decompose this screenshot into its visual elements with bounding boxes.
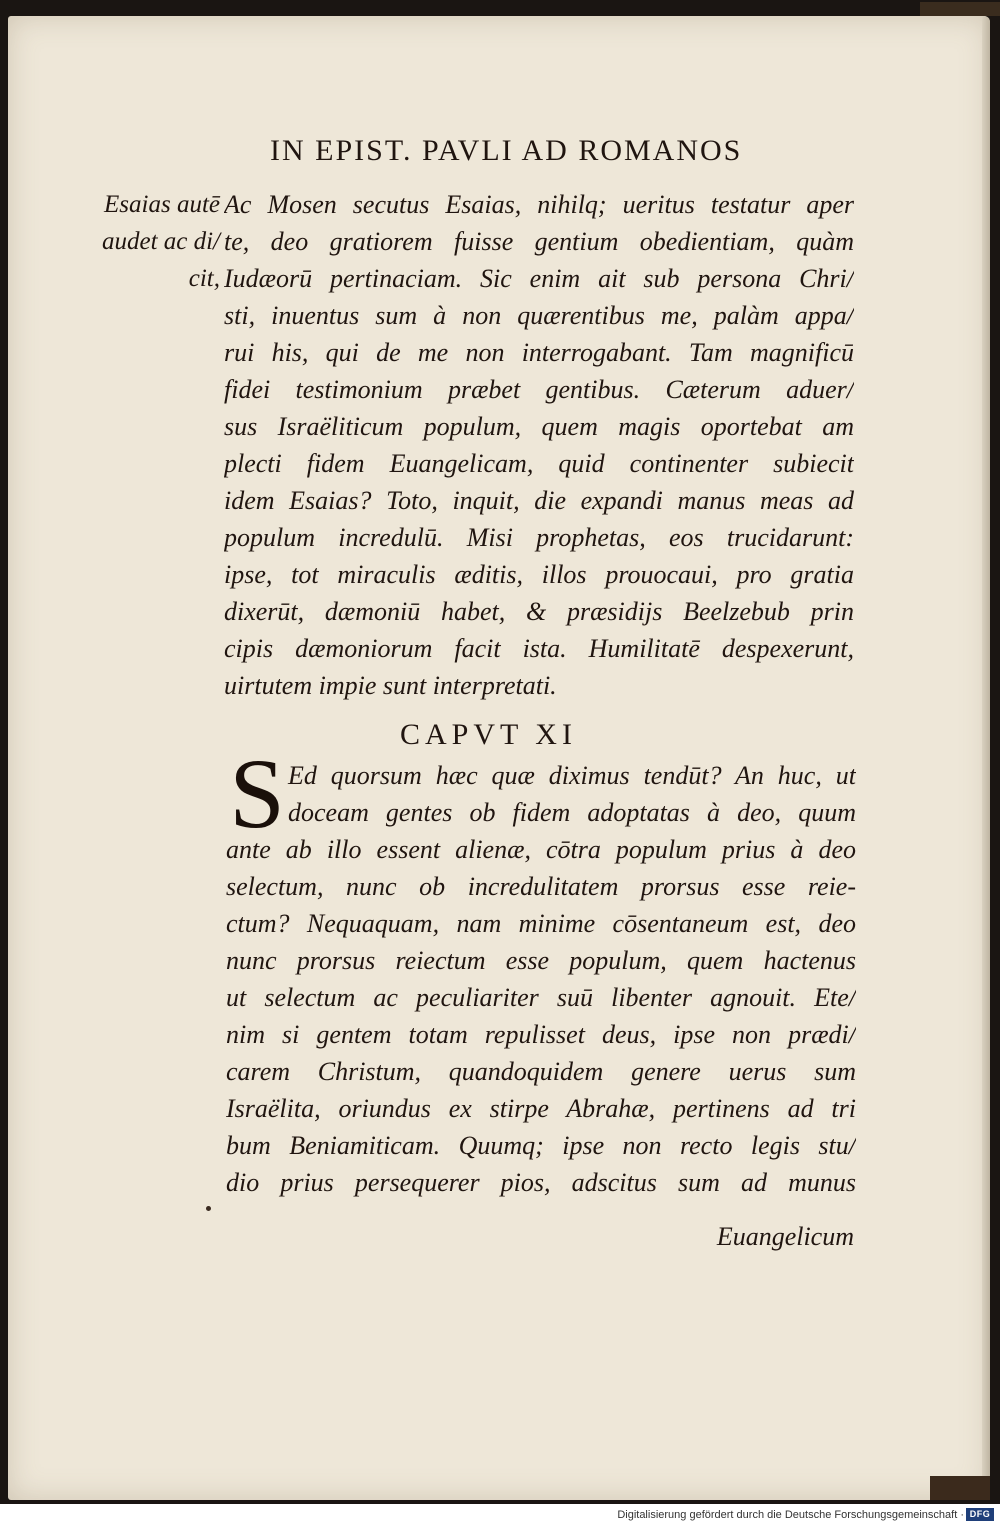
dfg-logo: DFG	[966, 1508, 994, 1521]
running-head: IN EPIST. PAVLI AD ROMANOS	[270, 134, 743, 167]
text-line: te, deo gratiorem fuisse gentium obedientiam, quàm	[224, 227, 854, 256]
text-line: rui his, qui de me non interrogabant. Tam magnificū	[224, 338, 854, 367]
text-line: idem Esaias? Toto, inquit, die expandi manus meas ad	[224, 486, 854, 515]
text-line: dixerūt, dæmoniū habet, & præsidijs Beelzebub prin	[224, 597, 854, 626]
binding-edge-top	[920, 2, 1000, 16]
text-line: selectum, nunc ob incredulitatem prorsus esse reie-	[226, 872, 856, 901]
text-line: ctum? Nequaquam, nam minime cōsentaneum est, deo	[226, 909, 856, 938]
page-edge	[982, 16, 990, 1500]
binding-edge-bottom	[930, 1476, 990, 1500]
text-line: dio prius persequerer pios, adscitus sum ad munus	[226, 1168, 856, 1197]
text-line: carem Christum, quandoquidem genere uerus sum	[226, 1057, 856, 1086]
chapter-text	[226, 758, 856, 1202]
text-line: Israëlita, oriundus ex stirpe Abrahæ, pertinens ad tri	[226, 1094, 856, 1123]
text-line: uirtutem impie sunt interpretati.	[224, 671, 557, 700]
text-line: ut selectum ac peculiariter suū libenter agnouit. Ete/	[226, 983, 856, 1012]
ink-speck	[206, 1206, 211, 1211]
margin-note-line: cit,	[188, 265, 220, 292]
funding-credit: Digitalisierung gefördert durch die Deutsche Forschungsgemeinschaft ·	[617, 1509, 964, 1521]
text-line: ante ab illo essent alienæ, cōtra populum prius à deo	[226, 835, 856, 864]
text-line: Ed quorsum hæc quæ diximus tendūt? An huc, ut	[288, 761, 856, 790]
text-line: Iudæorū pertinaciam. Sic enim ait sub persona Chri/	[224, 264, 854, 293]
body-text	[224, 186, 854, 704]
chapter-heading: CAPVT XI	[400, 718, 577, 751]
text-line: nunc prorsus reiectum esse populum, quem hactenus	[226, 946, 856, 975]
text-line: ipse, tot miraculis æditis, illos prouocaui, pro gratia	[224, 560, 854, 589]
text-line: Ac Mosen secutus Esaias, nihilq; ueritus testatur aper	[224, 190, 854, 219]
text-line: doceam gentes ob fidem adoptatas à deo, quum	[288, 798, 856, 827]
text-line: nim si gentem totam repulisset deus, ipse non prædi/	[226, 1020, 856, 1049]
margin-note-line: audet ac di/	[101, 228, 220, 255]
text-line: sus Israëliticum populum, quem magis oportebat am	[224, 412, 854, 441]
text-line: plecti fidem Euangelicam, quid continenter subiecit	[224, 449, 854, 478]
text-line: bum Beniamiticam. Quumq; ipse non recto legis stu/	[226, 1131, 856, 1160]
drop-cap: S	[229, 738, 285, 849]
catchword: Euangelicum	[716, 1222, 854, 1251]
text-line: cipis dæmoniorum facit ista. Humilitatē despexerunt,	[224, 634, 854, 663]
margin-note	[60, 186, 220, 297]
text-line: sti, inuentus sum à non quærentibus me, palàm appa/	[224, 301, 854, 330]
margin-note-line: Esaias autē	[104, 191, 220, 218]
text-line: populum incredulū. Misi prophetas, eos trucidarunt:	[224, 523, 854, 552]
text-line: fidei testimonium præbet gentibus. Cæterum aduer/	[224, 375, 854, 404]
